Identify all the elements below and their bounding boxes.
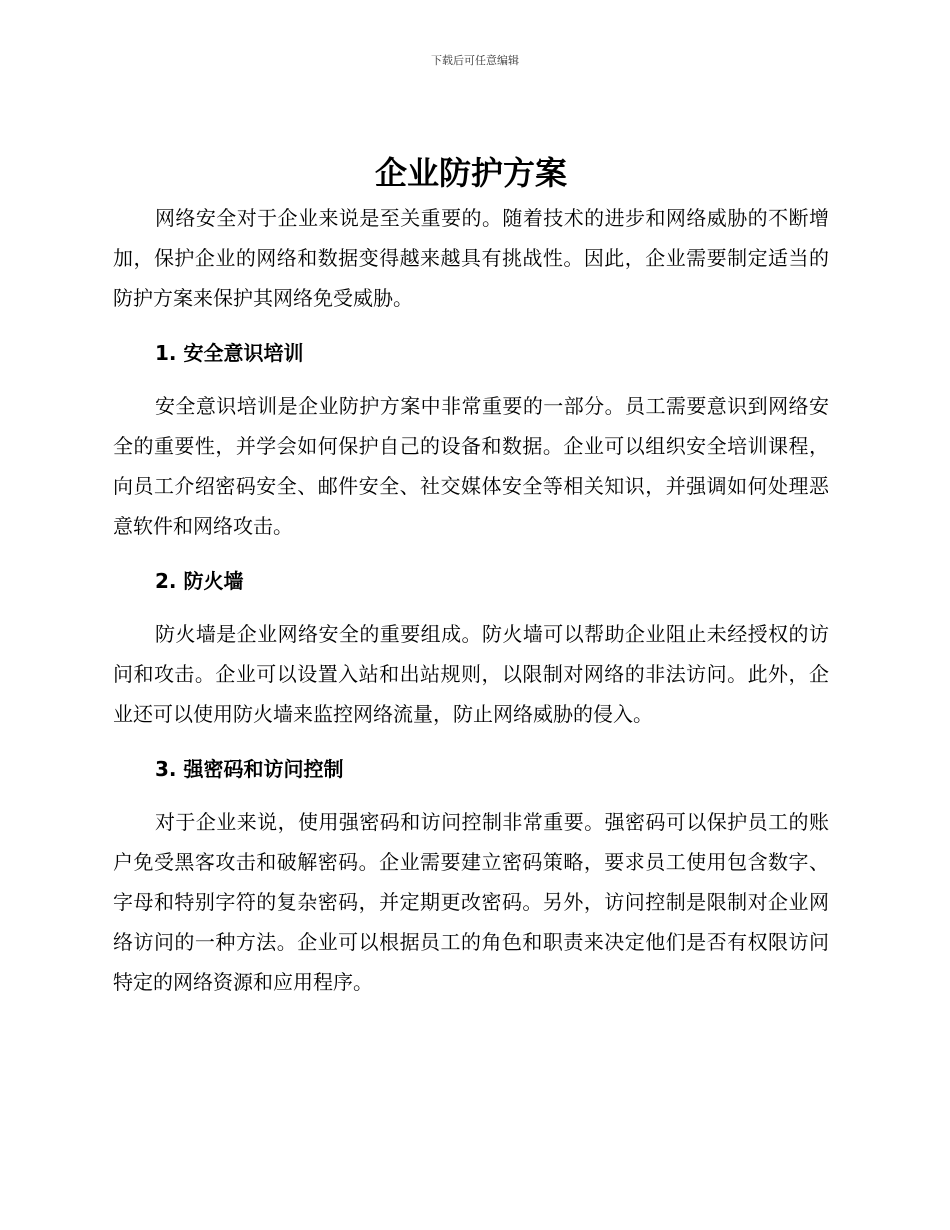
section-body-1: 安全意识培训是企业防护方案中非常重要的一部分。员工需要意识到网络安全的重要性，并学会如何保护自己的设备和数据。企业可以组织安全培训课程，向员工介绍密码安全、邮件安全、社交媒体安全等相关知识，并强调如何处理恶意软件和网络攻击。 — [113, 394, 829, 538]
section-heading-1: 1. 安全意识培训 — [155, 341, 304, 365]
section-body-3: 对于企业来说，使用强密码和访问控制非常重要。强密码可以保护员工的账户免受黑客攻击和破解密码。企业需要建立密码策略，要求员工使用包含数字、字母和特别字符的复杂密码，并定期更改密码。另外，访问控制是限制对企业网络访问的一种方法。企业可以根据员工的角色和职责来决定他们是否有权限访问特定的网络资源和应用程序。 — [113, 810, 829, 994]
document-body — [113, 151, 829, 1002]
section-heading-2: 2. 防火墙 — [155, 569, 244, 593]
section-body-2: 防火墙是企业网络安全的重要组成。防火墙可以帮助企业阻止未经授权的访问和攻击。企业可以设置入站和出站规则，以限制对网络的非法访问。此外，企业还可以使用防火墙来监控网络流量，防止网络威胁的侵入。 — [113, 622, 829, 726]
intro-paragraph: 网络安全对于企业来说是至关重要的。随着技术的进步和网络威胁的不断增加，保护企业的网络和数据变得越来越具有挑战性。因此，企业需要制定适当的防护方案来保护其网络免受威胁。 — [113, 206, 829, 310]
section-heading-3: 3. 强密码和访问控制 — [155, 757, 344, 781]
document-title: 企业防护方案 — [374, 154, 567, 192]
header-note: 下载后可任意编辑 — [431, 54, 519, 67]
